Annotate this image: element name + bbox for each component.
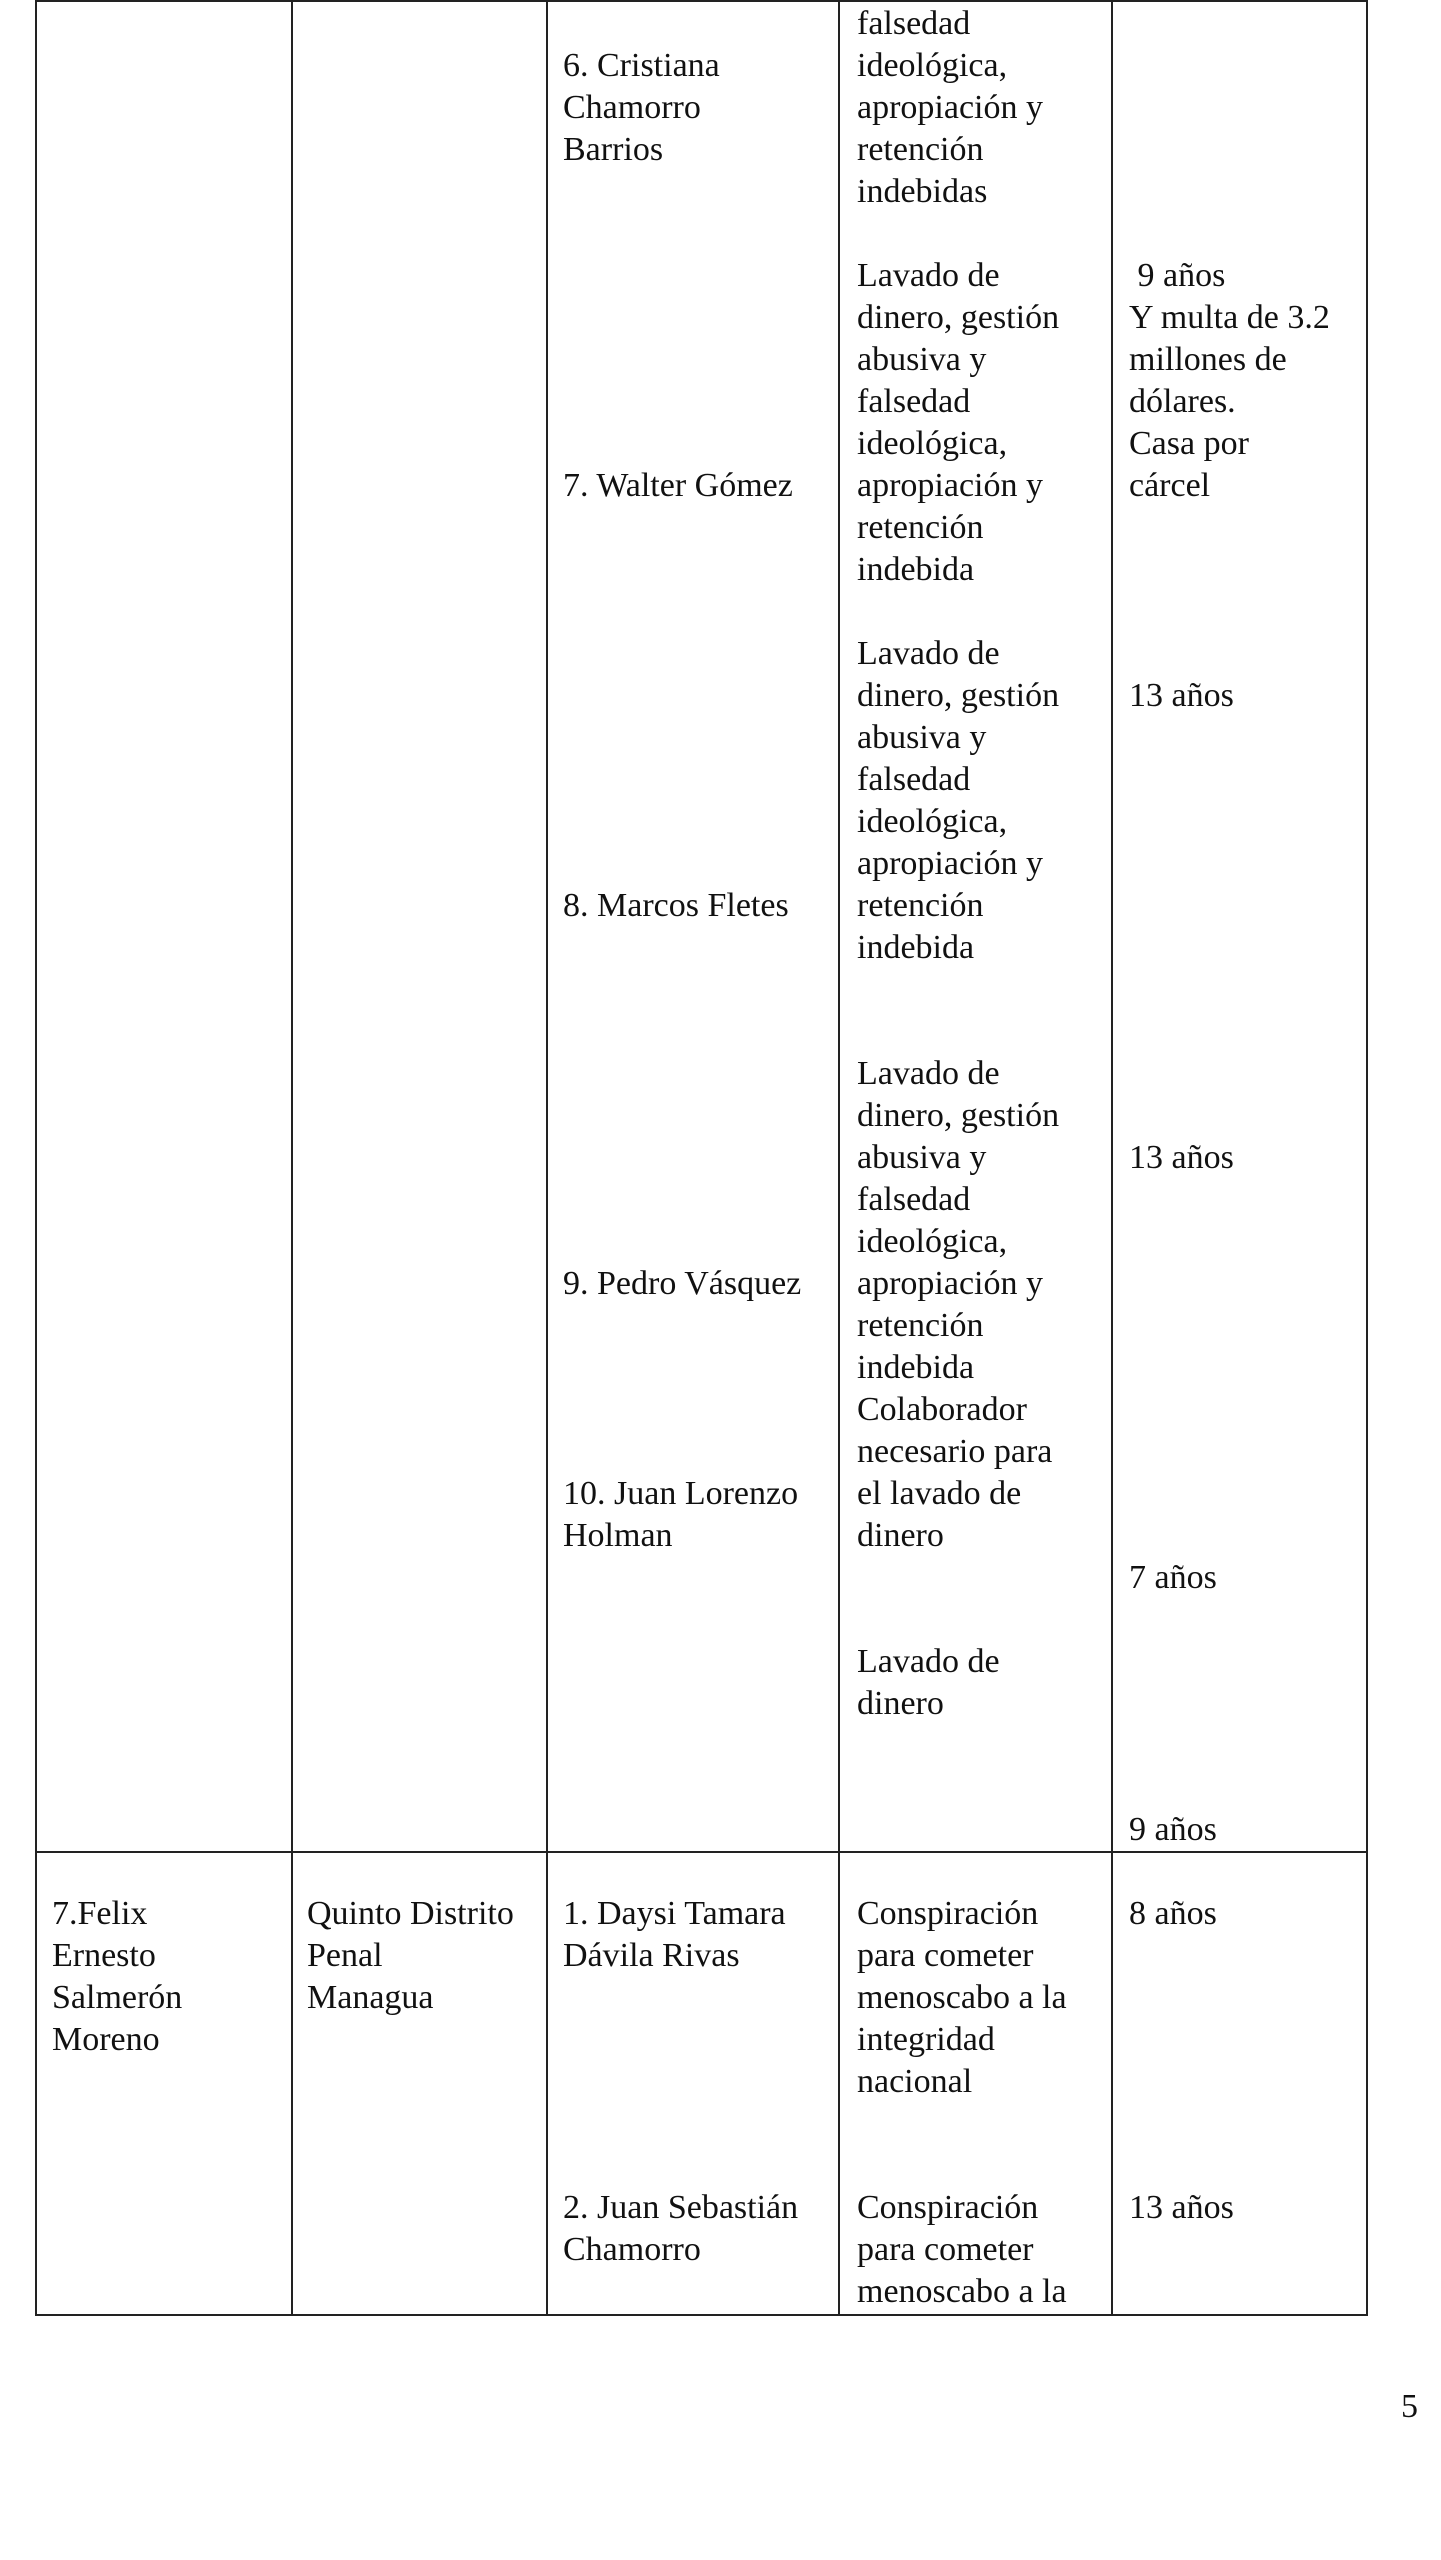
column-divider-3 <box>838 0 840 2316</box>
sentence-text: 9 años Y multa de 3.2 millones de dólares. Casa por cárcel <box>1129 257 1330 504</box>
column-divider-1 <box>291 0 293 2316</box>
sentence-text: 7 años <box>1129 1559 1217 1596</box>
sentence-text: 13 años <box>1129 1139 1234 1176</box>
column-divider-2 <box>546 0 548 2316</box>
court-name: Quinto Distrito Penal Managua <box>307 1895 514 2016</box>
defendant-name: 10. Juan Lorenzo Holman <box>563 1475 799 1554</box>
page-number: 5 <box>1401 2388 1418 2425</box>
sentence-text: 9 años <box>1129 1811 1217 1848</box>
column-divider-4 <box>1111 0 1113 2316</box>
charges-text: Lavado de dinero, gestión abusiva y falsedad ideológica, apropiación y retención indebida <box>857 635 1060 966</box>
sentence-text: 13 años <box>1129 677 1234 714</box>
charges-text: Lavado de dinero, gestión abusiva y falsedad ideológica, apropiación y retención indebida <box>857 257 1060 588</box>
sentence-text: 13 años <box>1129 2189 1234 2226</box>
defendant-name: 2. Juan Sebastián Chamorro <box>563 2189 799 2268</box>
charges-text: falsedad ideológica, apropiación y retención indebidas <box>857 5 1043 210</box>
charges-text: Lavado de dinero <box>857 1643 1000 1722</box>
defendant-name: 6. Cristiana Chamorro Barrios <box>563 47 720 168</box>
defendant-name: 8. Marcos Fletes <box>563 887 789 924</box>
judge-name: 7.Felix Ernesto Salmerón Moreno <box>52 1895 183 2058</box>
charges-text: Conspiración para cometer menoscabo a la <box>857 2189 1067 2310</box>
charges-text: Conspiración para cometer menoscabo a la integridad nacional <box>857 1895 1067 2100</box>
defendant-name: 1. Daysi Tamara Dávila Rivas <box>563 1895 786 1974</box>
defendant-name: 9. Pedro Vásquez <box>563 1265 802 1302</box>
sentence-text: 8 años <box>1129 1895 1217 1932</box>
row-divider <box>35 1851 1368 1853</box>
defendant-name: 7. Walter Gómez <box>563 467 793 504</box>
charges-text: Lavado de dinero, gestión abusiva y falsedad ideológica, apropiación y retención indebida Colaborador necesario para el lavado de dinero <box>857 1055 1060 1554</box>
